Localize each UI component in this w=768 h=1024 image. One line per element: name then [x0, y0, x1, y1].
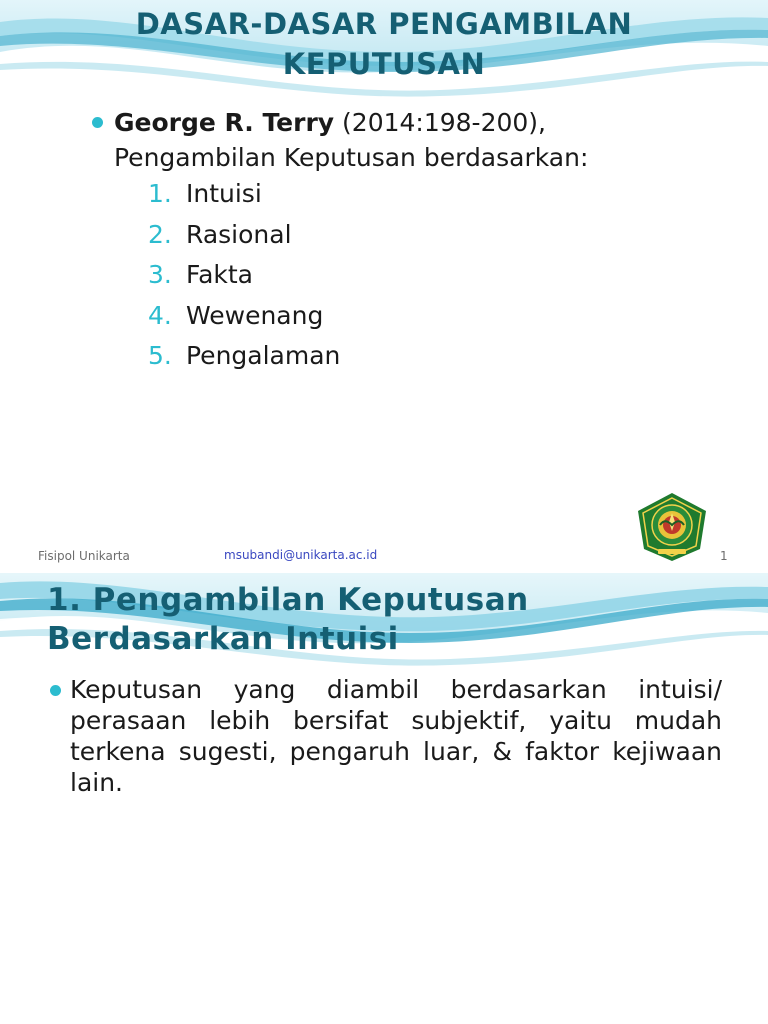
bullet-dot-icon — [50, 685, 61, 696]
author-bullet — [114, 105, 734, 175]
list-item — [148, 257, 340, 298]
slide-1-title — [0, 4, 768, 84]
list-item-number: 3. — [148, 260, 172, 289]
basis-list — [148, 176, 340, 379]
list-item-number: 2. — [148, 219, 172, 249]
intuition-description: Keputusan yang diambil berdasarkan intuisi/ perasaan lebih bersifat subjektif, yaitu mudah terkena sugesti, pengaruh luar, & faktor kejiwaan lain. — [70, 675, 722, 797]
list-item — [148, 338, 340, 379]
list-item-number: 4. — [148, 300, 172, 330]
list-item-label: Wewenang — [186, 300, 324, 330]
list-item-number: 5. — [148, 341, 172, 370]
author-citation: (2014:198-200), — [334, 108, 546, 137]
author-name: George R. Terry — [114, 108, 335, 137]
footer-email: msubandi@unikarta.ac.id — [224, 548, 378, 562]
footer-institution: Fisipol Unikarta — [38, 549, 130, 563]
slide-1-title-line2: KEPUTUSAN — [282, 47, 486, 81]
list-item-label: Pengalaman — [186, 341, 341, 370]
list-item-label: Fakta — [186, 260, 254, 289]
list-item-number: 1. — [148, 179, 172, 208]
bullet-dot-icon — [92, 117, 103, 128]
bullet-line2: Pengambilan Keputusan berdasarkan: — [114, 143, 589, 172]
slide-2-title — [47, 581, 747, 659]
university-seal-icon — [636, 491, 708, 563]
list-item — [148, 217, 340, 258]
slide-2-title-line2: Berdasarkan Intuisi — [47, 621, 399, 657]
slide-2 — [0, 573, 768, 1024]
list-item-label: Intuisi — [186, 179, 262, 208]
list-item — [148, 176, 340, 217]
slide-1-title-line1: DASAR-DASAR PENGAMBILAN — [135, 7, 633, 41]
page-number: 1 — [720, 549, 728, 563]
slide-2-title-line1: 1. Pengambilan Keputusan — [47, 582, 529, 618]
list-item-label: Rasional — [186, 219, 292, 249]
list-item — [148, 298, 340, 339]
